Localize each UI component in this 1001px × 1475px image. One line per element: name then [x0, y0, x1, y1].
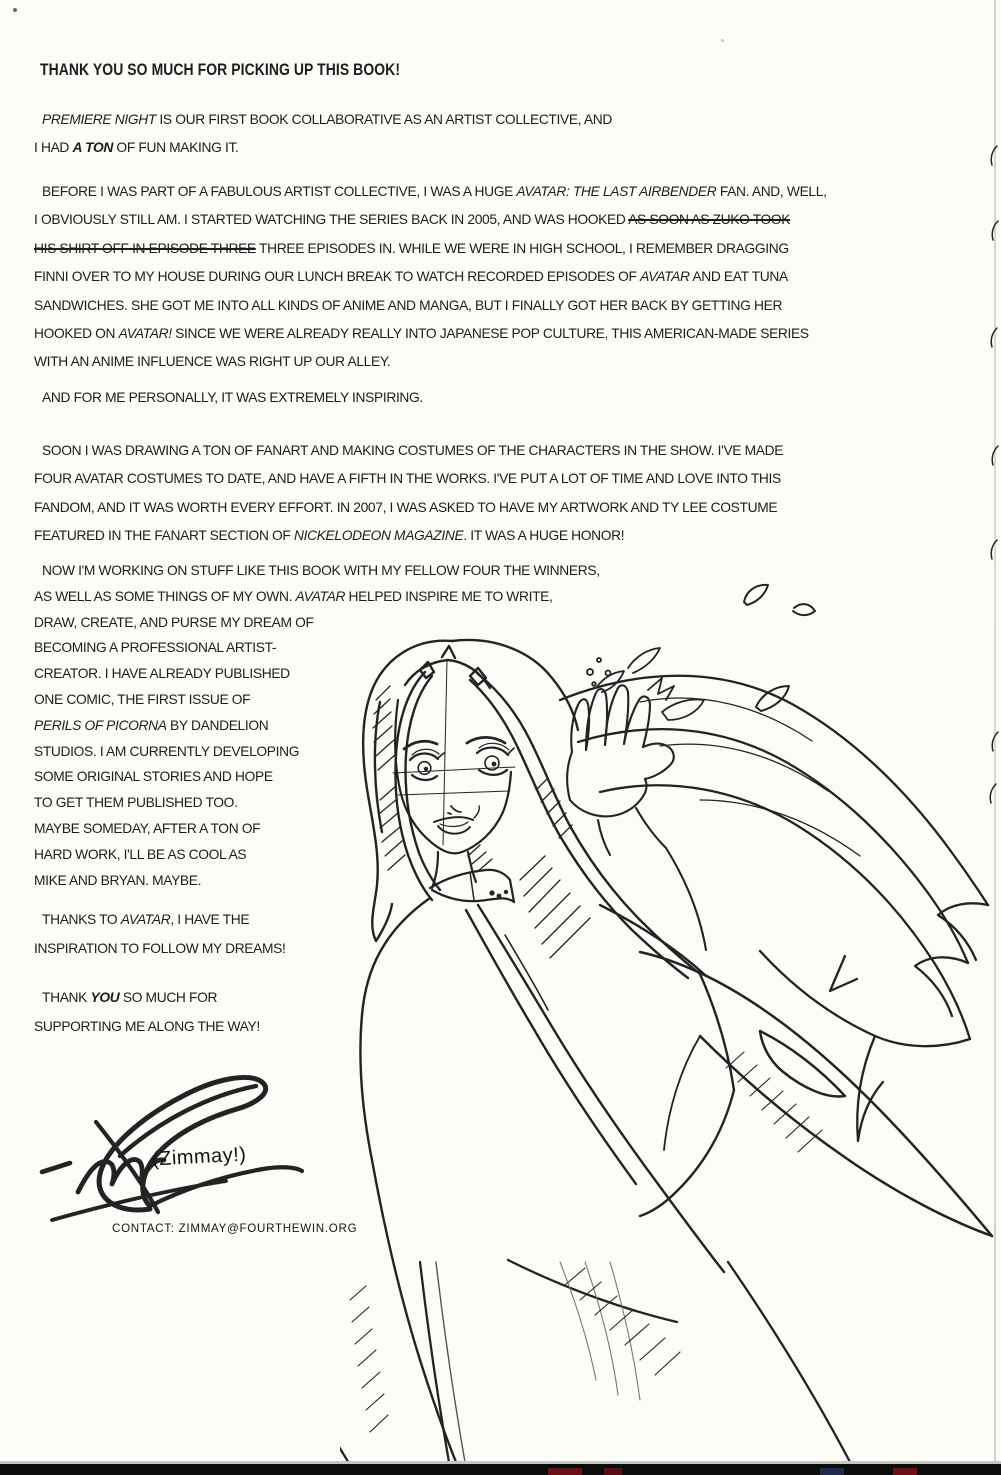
text-line: FINNI OVER TO MY HOUSE DURING OUR LUNCH BREAK TO WATCH RECORDED EPISODES OF AVATAR AND EAT TUNA [34, 269, 788, 285]
text-line: FANDOM, AND IT WAS WORTH EVERY EFFORT. IN 2007, I WAS ASKED TO HAVE MY ARTWORK AND TY LEE COSTUME [34, 499, 778, 515]
text-line: PERILS OF PICORNA BY DANDELION [34, 717, 269, 733]
band-red-patch [604, 1468, 622, 1475]
para-inspiring [34, 384, 423, 412]
signature-scrawl [30, 1060, 320, 1230]
robe [360, 898, 734, 1472]
hair-strand-lines [640, 698, 860, 856]
para-avatar-fan [34, 178, 827, 377]
head-hair [363, 640, 700, 978]
text-line: BECOMING A PROFESSIONAL ARTIST- [34, 640, 277, 656]
text-line: DRAW, CREATE, AND PURSE MY DREAM OF [34, 614, 314, 630]
contact-line: CONTACT: ZIMMAY@FOURTHEWIN.ORG [112, 1222, 358, 1235]
eyes [410, 743, 514, 780]
text-line: FOUR AVATAR COSTUMES TO DATE, AND HAVE A FIFTH IN THE WORKS. I'VE PUT A LOT OF TIME AND LOVE INTO THIS [34, 471, 781, 487]
para-premiere-night [34, 106, 612, 162]
text-line: THANK YOU SO MUCH FOR [42, 990, 218, 1005]
text-line: NOW I'M WORKING ON STUFF LIKE THIS BOOK WITH MY FELLOW FOUR THE WINNERS, [42, 563, 600, 578]
text-line: I OBVIOUSLY STILL AM. I STARTED WATCHING THE SERIES BACK IN 2005, AND WAS HOOKED AS SOON AS ZUKO TOOK [34, 212, 791, 228]
neck-and-collar [430, 852, 514, 902]
text-line: MIKE AND BRYAN. MAYBE. [34, 872, 202, 888]
text-line: ONE COMIC, THE FIRST ISSUE OF [34, 691, 251, 707]
pencil-hatching [350, 1052, 822, 1432]
text-line: I HAD A TON OF FUN MAKING IT. [34, 140, 239, 155]
para-thanks-avatar [34, 905, 286, 963]
character-sketch-illustration [340, 570, 1001, 1475]
scan-bottom-band [0, 1464, 1001, 1475]
text-line: HOOKED ON AVATAR! SINCE WE WERE ALREADY REALLY INTO JAPANESE POP CULTURE, THIS AMERICAN-MADE SERIES [34, 326, 809, 342]
text-line: THANKS TO AVATAR, I HAVE THE [42, 912, 250, 927]
text-line: TO GET THEM PUBLISHED TOO. [34, 795, 238, 811]
band-blue-patch [820, 1468, 844, 1475]
text-line: SUPPORTING ME ALONG THE WAY! [34, 1019, 260, 1034]
flowing-hair [560, 676, 988, 1141]
band-red-patch [893, 1468, 917, 1475]
text-line: AND FOR ME PERSONALLY, IT WAS EXTREMELY INSPIRING. [42, 390, 423, 405]
text-line: PREMIERE NIGHT IS OUR FIRST BOOK COLLABORATIVE AS AN ARTIST COLLECTIVE, AND [42, 112, 612, 127]
text-line: MAYBE SOMEDAY, AFTER A TON OF [34, 820, 261, 836]
text-line: BEFORE I WAS PART OF A FABULOUS ARTIST COLLECTIVE, I WAS A HUGE AVATAR: THE LAST AIRBENDER FAN. AND, WELL, [42, 184, 827, 199]
text-line: SOME ORIGINAL STORIES AND HOPE [34, 769, 273, 785]
text-line: HIS SHIRT OFF IN EPISODE THREE THREE EPISODES IN. WHILE WE WERE IN HIGH SCHOOL, I REMEMBER DRAGGING [34, 240, 789, 256]
text-line: FEATURED IN THE FANART SECTION OF NICKELODEON MAGAZINE. IT WAS A HUGE HONOR! [34, 528, 625, 544]
raised-hand [567, 685, 706, 950]
text-line: STUDIOS. I AM CURRENTLY DEVELOPING [34, 743, 300, 759]
text-line: CREATOR. I HAVE ALREADY PUBLISHED [34, 666, 290, 682]
text-line: WITH AN ANIME INFLUENCE WAS RIGHT UP OUR ALLEY. [34, 354, 391, 370]
page-curl-marks [981, 0, 1001, 1475]
scan-speck [721, 39, 724, 42]
heading-thank-you [40, 57, 400, 83]
para-fanart [34, 437, 783, 551]
scan-speck [13, 8, 17, 12]
band-red-patch [548, 1468, 582, 1475]
petal-icons [744, 585, 815, 711]
text-line: SANDWICHES. SHE GOT ME INTO ALL KINDS OF ANIME AND MANGA, BUT I FINALLY GOT HER BACK BY GETTING HER [34, 297, 783, 313]
text-line: AS WELL AS SOME THINGS OF MY OWN. AVATAR HELPED INSPIRE ME TO WRITE, [34, 588, 553, 604]
text-line: THANK YOU SO MUCH FOR PICKING UP THIS BOOK! [40, 60, 401, 79]
leaf-cluster [587, 648, 704, 720]
sleeve [640, 952, 992, 1236]
text-line: INSPIRATION TO FOLLOW MY DREAMS! [34, 941, 286, 956]
text-line: HARD WORK, I'LL BE AS COOL AS [34, 846, 247, 862]
para-thank-you-supporting [34, 983, 260, 1041]
artist-handle: (Zimmay!) [151, 1143, 247, 1171]
lower-robe-folds [340, 1256, 850, 1474]
text-line: SOON I WAS DRAWING A TON OF FANART AND MAKING COSTUMES OF THE CHARACTERS IN THE SHOW. I'VE MADE [42, 443, 784, 458]
nose [448, 806, 461, 814]
